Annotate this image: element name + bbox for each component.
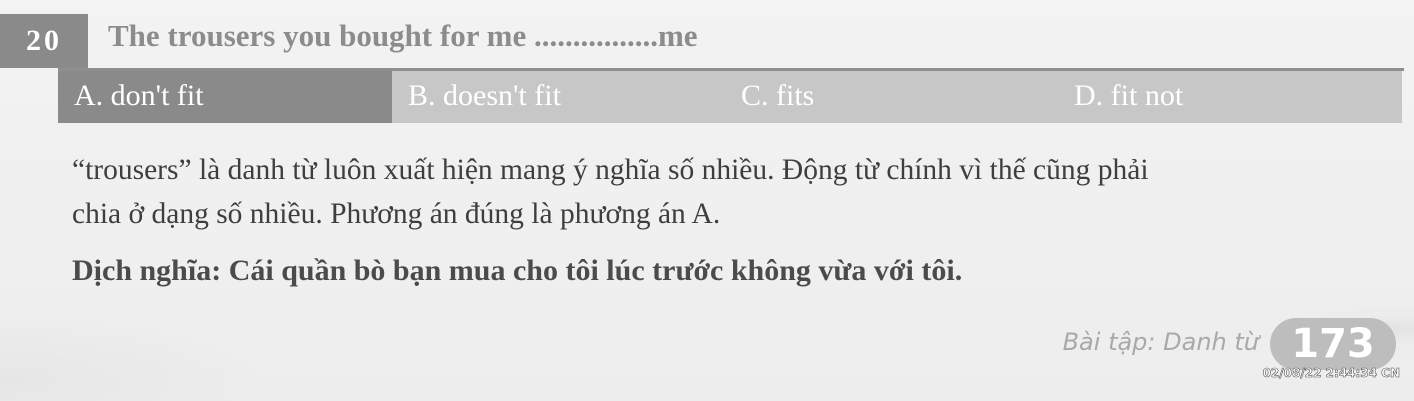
page-number-badge: 173 bbox=[1270, 318, 1396, 370]
question-number: 20 bbox=[0, 14, 88, 68]
option-b[interactable]: B. doesn't fit bbox=[408, 79, 561, 112]
answer-options bbox=[58, 71, 1402, 123]
explanation-line-1: “trousers” là danh từ luôn xuất hiện mang ý nghĩa số nhiều. Động từ chính vì thế cũng phải bbox=[72, 154, 1149, 186]
question-text: The trousers you bought for me ................me bbox=[108, 18, 698, 53]
explanation bbox=[72, 148, 1402, 236]
option-d[interactable]: D. fit not bbox=[1074, 79, 1184, 112]
translation-text: Dịch nghĩa: Cái quần bò bạn mua cho tôi lúc trước không vừa với tôi. bbox=[72, 254, 963, 287]
scan-timestamp: 02/08/22 2:44:34 CN bbox=[1262, 366, 1400, 380]
option-a[interactable]: A. don't fit bbox=[58, 71, 392, 123]
explanation-line-2: chia ở dạng số nhiều. Phương án đúng là phương án A. bbox=[72, 198, 721, 230]
option-c[interactable]: C. fits bbox=[741, 79, 815, 112]
section-title: Bài tập: Danh từ bbox=[1062, 328, 1259, 356]
